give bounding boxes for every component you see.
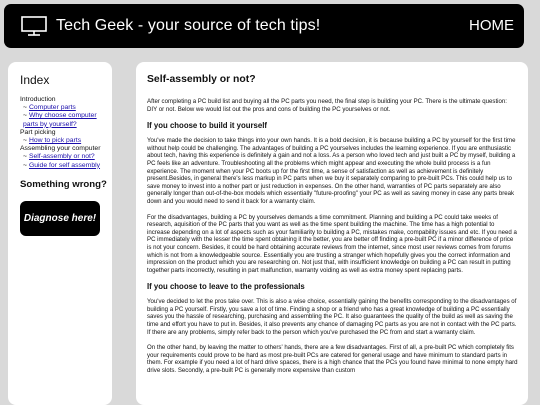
toc-item-computer-parts: ~ Computer parts [23,104,76,112]
sidebar-index [8,62,112,405]
toc-section-part-picking [20,129,112,137]
toc-section-assembling [20,145,112,153]
toc-label: Part picking [20,128,56,136]
paragraph-pro-disadvantages: On the other hand, by leaving the matter to others' hands, there are a few disadvantages. First of all, a pre-built PC which completely fits your requirements could prove to be hard as most pre-built PCs are catered for general usage and have minimum to standard parts in them. For example if you need a lot of hard drive spaces, there is a high chance that the PCs you found have minimal to none empty hard drive slots. Secondly, a pre-built PC is generally more expensive than custom [147,344,518,375]
toc-item-how-to-pick: ~ How to pick parts [23,137,82,145]
toc-item-why-choose: ~ Why choose computer parts by yourself? [23,112,97,128]
monitor-icon [21,16,47,36]
page-title: Self-assembly or not? [147,74,256,85]
toc-section-introduction [20,96,112,104]
toc-link-computer-parts[interactable]: Computer parts [28,104,76,112]
main-content [136,62,528,405]
toc-link-self-assembly[interactable]: Self-assembly or not? [28,153,95,161]
paragraph-pro-advantages: You've decided to let the pros take over. This is also a wise choice, essentially gaining the benefits corresponding to the disadvantages of building a PC yourself. Firstly, you save a lot of time. Finding a shop or a friend who has a great knowledge of building a PC essentially saves you the hassle of researching, purchasing and assembling the PC. It also guarantees the quality of the build as well as saving the time and effort you have to put in. Besides, it also prevents any chance of damaging PC parts as you are not in contact with the PC parts. If there are any problems, simply refer back to the person which you've purchased the PC from and start a warranty claim. [147,298,517,336]
paragraph-disadvantages: For the disadvantages, building a PC by yourselves demands a time commitment. Planning and building a PC could take weeks of research, aquisition of the PC parts that you want as well as the time spent building the machine. The time has a high potential to increase depending on a lot of aspects such as your familiarity to building a PC, mistakes make, compability issues and etc. If you need a PC immediately with the lesser the time spent obtaining it the better, you are better off finding a pre-built PC if a minor difference of price is not your concern. Besides, it could be hard obtaining accurate reviews from the internet, since most user reviews comes from forums which is not from a knowledgeable source. Essentially you are trusting a stranger which hopefully gives you the correct information and impression on the product which you are researching on. Not just that, with insufficient knowledge on building a PC can result in putting together parts incorrectly, resulting in part malfunction, warranty voiding as well as extra money spent replacing parts. [147,213,517,274]
toc-label: Introduction [20,96,56,103]
toc-link-how-to-pick[interactable]: How to pick parts [28,137,82,145]
toc-link-why-choose[interactable]: Why choose computer parts by yourself? [23,112,97,128]
toc-item-self-assembly: ~ Self-assembly or not? [23,153,95,161]
table-of-contents [20,96,112,170]
something-wrong-heading: Something wrong? [20,178,107,190]
site-title: Tech Geek - your source of tech tips! [56,17,321,34]
section-heading-professionals: If you choose to leave to the professionals [147,282,305,292]
toc-label: Assembling your computer [20,145,101,153]
section-heading-build-yourself: If you choose to build it yourself [147,121,267,131]
intro-paragraph: After completing a PC build list and buying all the PC parts you need, the final step is building your PC. There is the ultimate question: DIY or not. Below we would list out the pros and cons of building the PC yourselves or not. [147,98,507,113]
diagnose-button[interactable]: Diagnose here! [20,201,100,236]
site-header [4,4,524,48]
toc-link-guide[interactable]: Guide for self assembly [28,161,101,169]
toc-item-guide: ~ Guide for self assembly [23,161,101,169]
paragraph-advantages: You've made the decision to take things into your own hands. It is a bold decision, it is because building a PC by yourself for the first time without help could be challenging. The advantages of building a PC yourselves includes the learning experience. If you are enthusiastic about tech, having this experience is definitely a gain and not a loss. As a person who loved tech and just built a PC by myself, building a PC feels like an adventure. Troubleshooting all the problems which might appear and executing the whole build process is a fun experience. The moment when your PC boots up for the first time, a sense of satisfaction as well as achievement is definitely present.Besides, in general there's less markup in PC parts when we buy it separately comparing to pre-built PCs. This could help us to save money to invest into a nother part or just reduction in expenses. On the other hand, warranties of PC parts separately are also generally longer than out-of-the-box models which essentially "future-proofing" your PC as well as saving money in case any parts break down and you would need to send it back for a warranty claim. [147,137,516,205]
index-title: Index [20,73,50,87]
home-link[interactable]: HOME [469,17,514,34]
